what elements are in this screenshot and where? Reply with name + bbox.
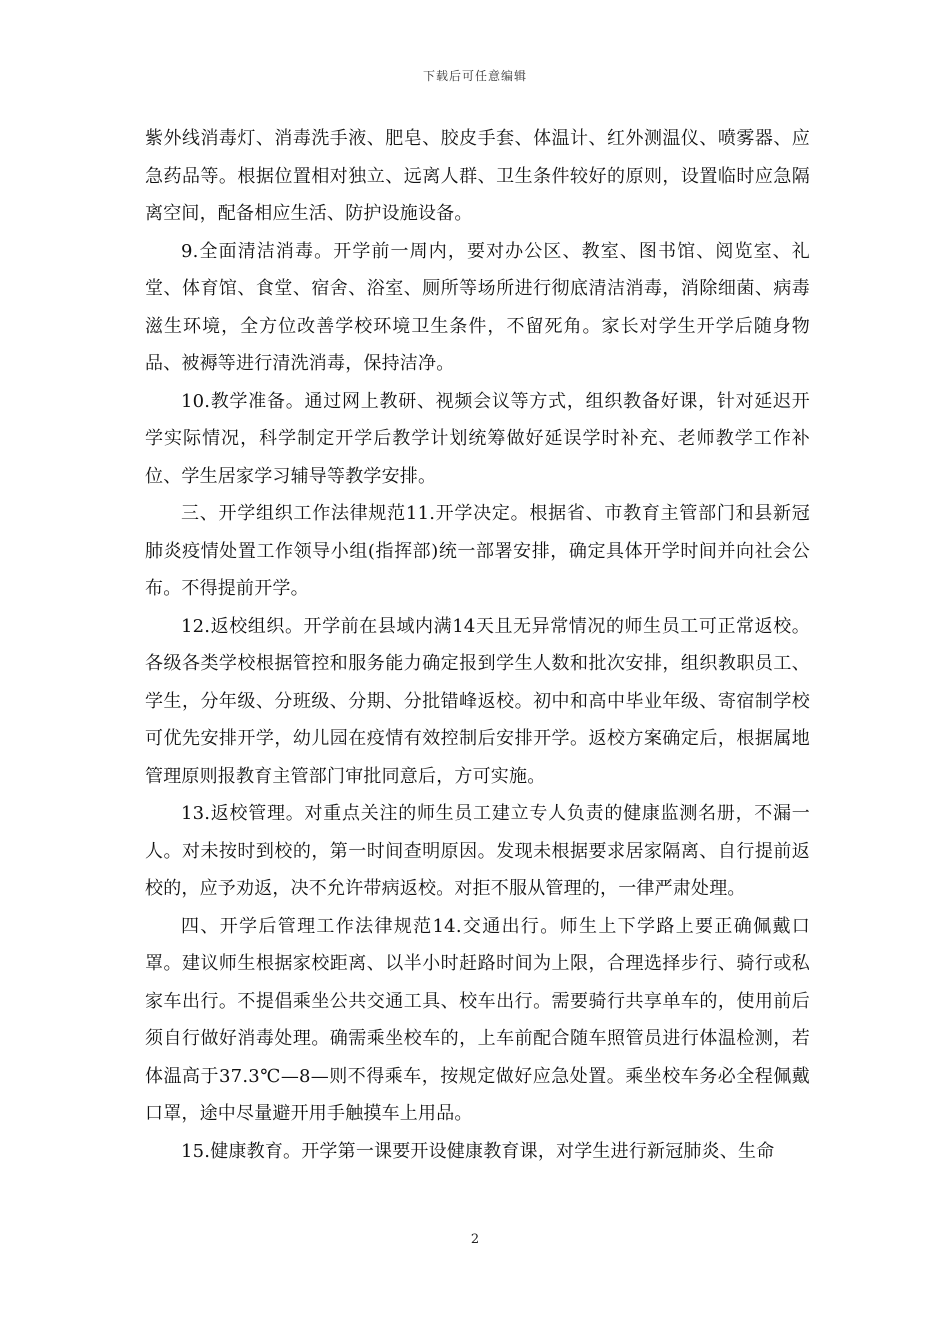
document-body	[145, 120, 810, 1170]
paragraph-3: 10.教学准备。通过网上教研、视频会议等方式，组织教备好课，针对延迟开学实际情况，科学制定开学后教学计划统筹做好延误学时补充、老师教学工作补位、学生居家学习辅导等教学安排。	[145, 390, 810, 487]
paragraph-8: 15.健康教育。开学第一课要开设健康教育课，对学生进行新冠肺炎、生命	[181, 1140, 775, 1162]
paragraph-1: 紫外线消毒灯、消毒洗手液、肥皂、胶皮手套、体温计、红外测温仪、喷雾器、应急药品等。根据位置相对独立、远离人群、卫生条件较好的原则，设置临时应急隔离空间，配备相应生活、防护设施设备。	[145, 128, 810, 224]
page-header: 下载后可任意编辑	[422, 69, 527, 83]
paragraph-5: 12.返校组织。开学前在县域内满14天且无异常情况的师生员工可正常返校。各级各类学校根据管控和服务能力确定报到学生人数和批次安排，组织教职员工、学生，分年级、分班级、分期、分批错峰返校。初中和高中毕业年级、寄宿制学校可优先安排开学，幼儿园在疫情有效控制后安排开学。返校方案确定后，根据属地管理原则报教育主管部门审批同意后，方可实施。	[145, 615, 810, 787]
paragraph-6: 13.返校管理。对重点关注的师生员工建立专人负责的健康监测名册，不漏一人。对未按时到校的，第一时间查明原因。发现未根据要求居家隔离、自行提前返校的，应予劝返，决不允许带病返校。对拒不服从管理的，一律严肃处理。	[145, 803, 810, 899]
paragraph-2: 9.全面清洁消毒。开学前一周内，要对办公区、教室、图书馆、阅览室、礼堂、体育馆、食堂、宿舍、浴室、厕所等场所进行彻底清洁消毒，消除细菌、病毒滋生环境，全方位改善学校环境卫生条件，不留死角。家长对学生开学后随身物品、被褥等进行清洗消毒，保持洁净。	[145, 240, 810, 374]
paragraph-7: 四、开学后管理工作法律规范14.交通出行。师生上下学路上要正确佩戴口罩。建议师生根据家校距离、以半小时赶路时间为上限，合理选择步行、骑行或私家车出行。不提倡乘坐公共交通工具、校车出行。需要骑行共享单车的，使用前后须自行做好消毒处理。确需乘坐校车的，上车前配合随车照管员进行体温检测，若体温高于37.3℃—8—则不得乘车，按规定做好应急处置。乘坐校车务必全程佩戴口罩，途中尽量避开用手触摸车上用品。	[145, 915, 810, 1124]
paragraph-4: 三、开学组织工作法律规范11.开学决定。根据省、市教育主管部门和县新冠肺炎疫情处置工作领导小组(指挥部)统一部署安排，确定具体开学时间并向社会公布。不得提前开学。	[145, 503, 810, 599]
page-number: 2	[470, 1232, 480, 1247]
